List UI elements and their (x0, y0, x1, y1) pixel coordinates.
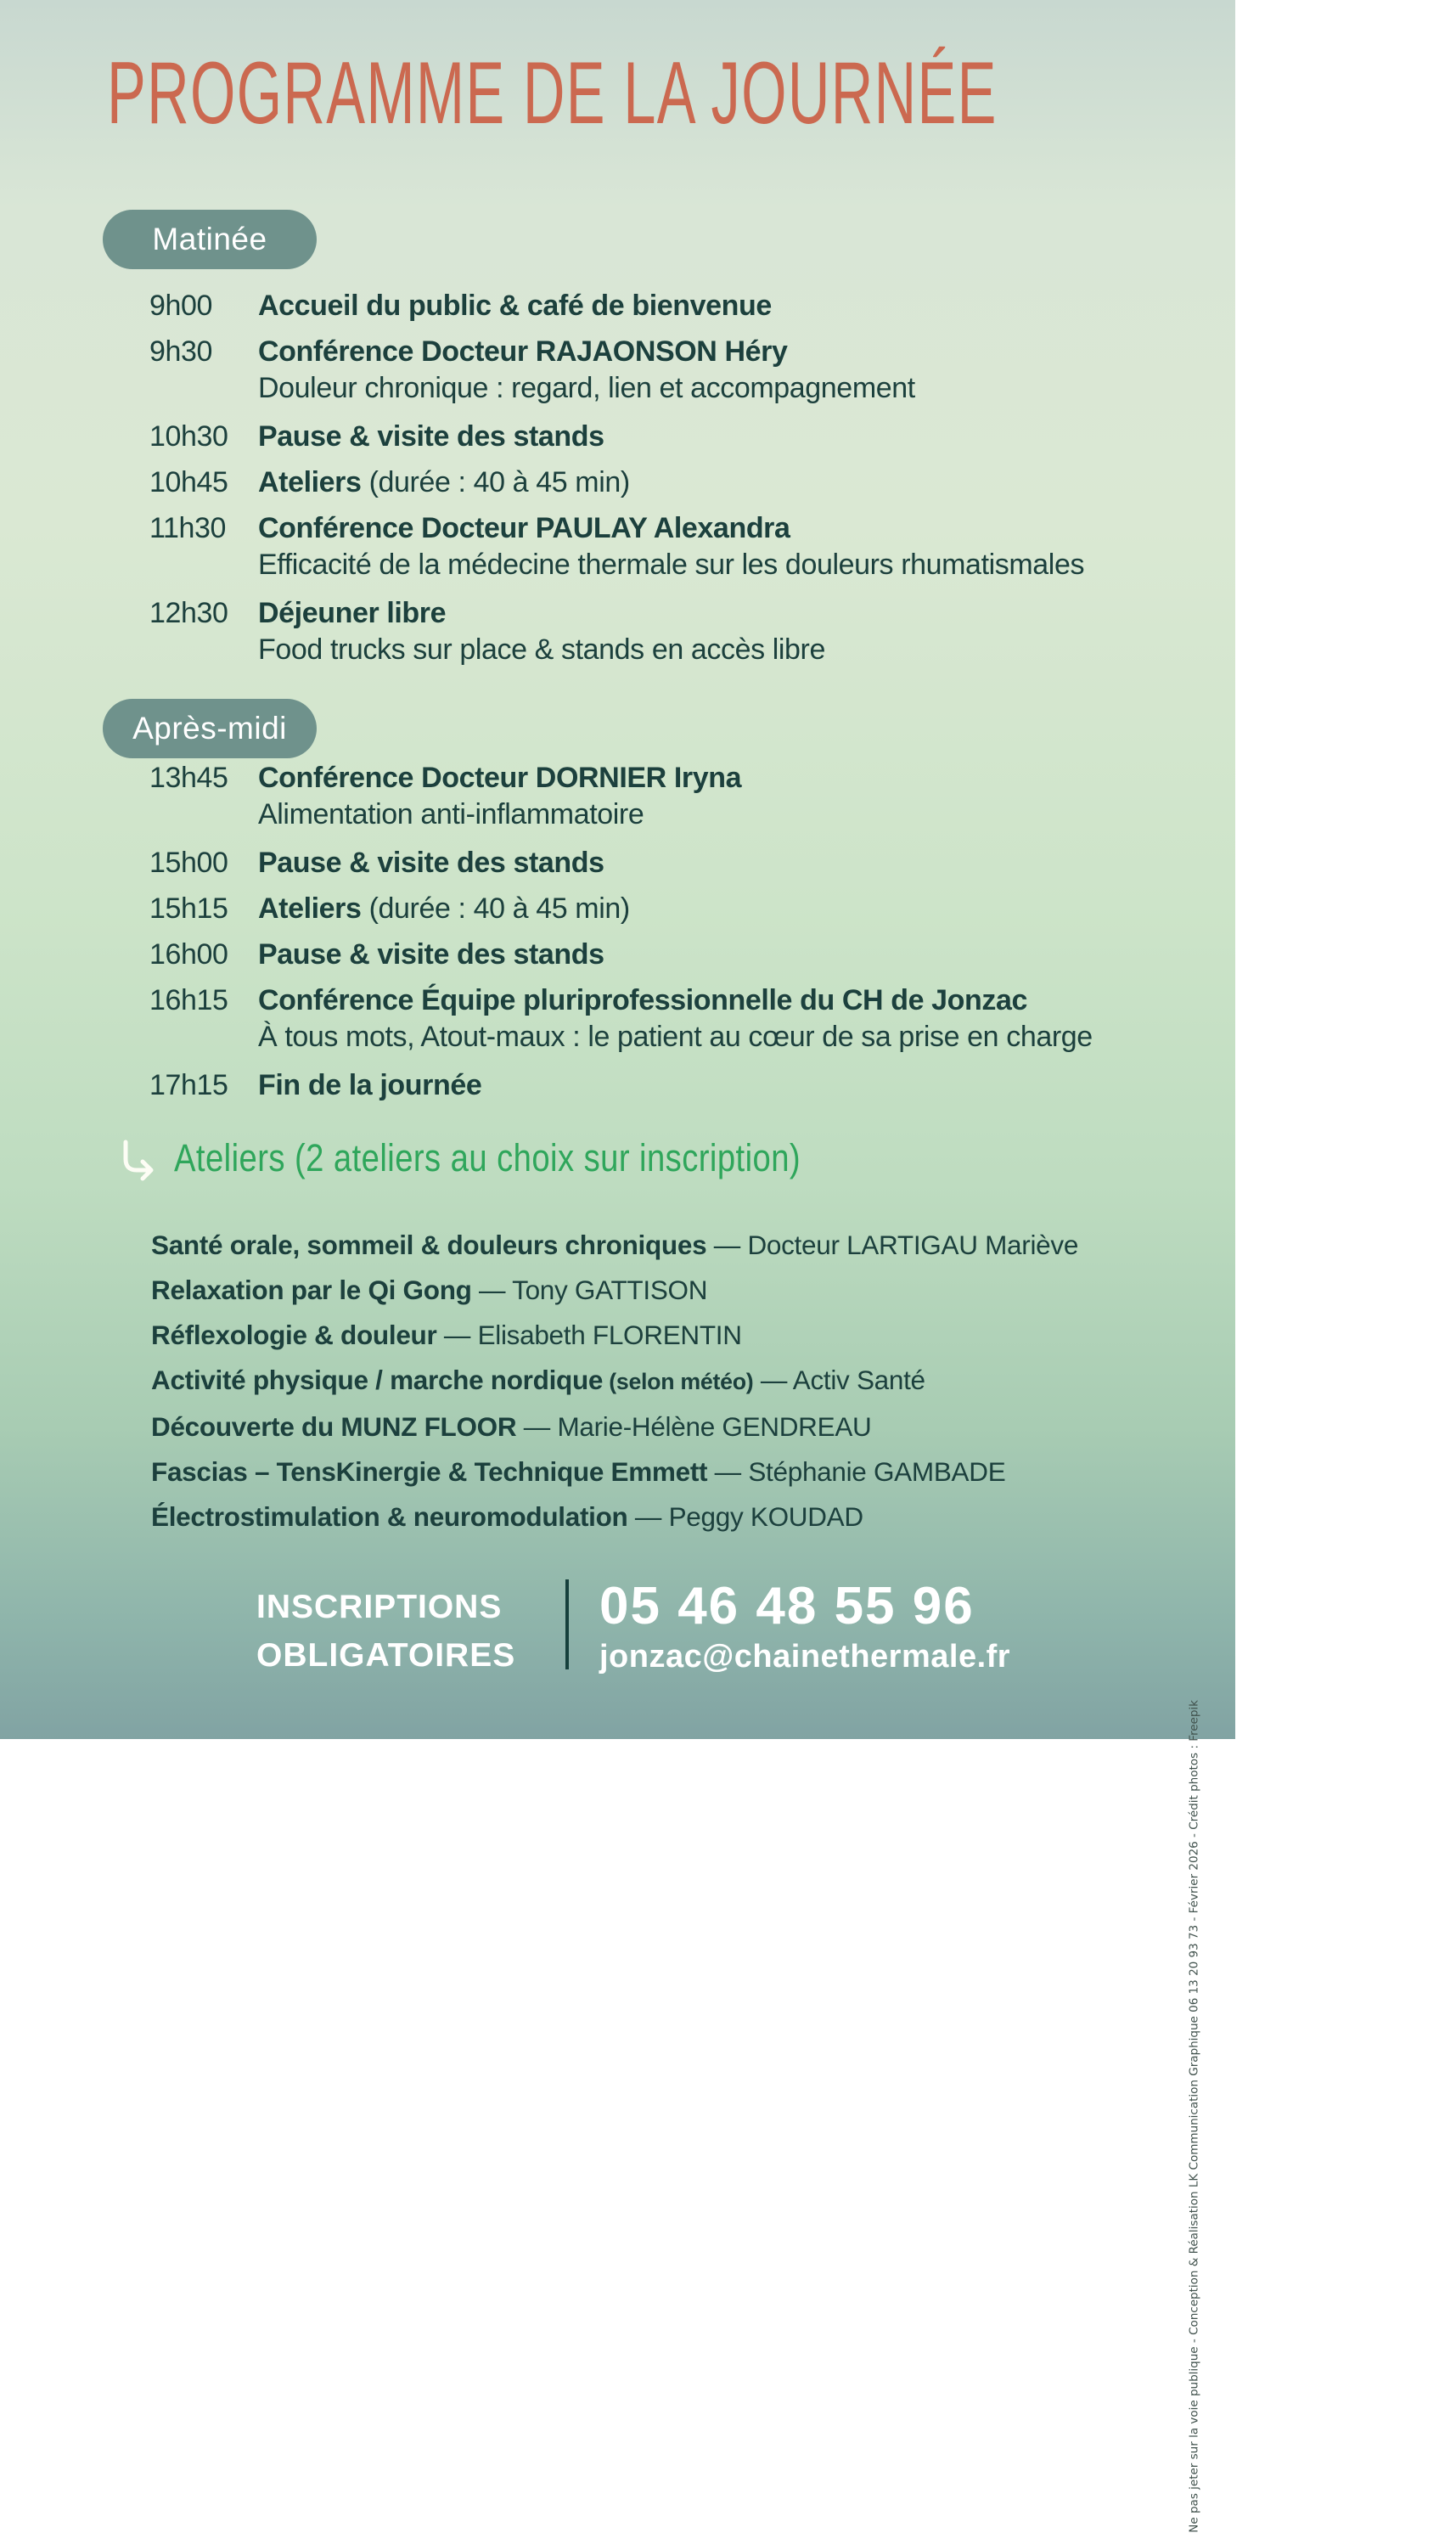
atelier-presenter: Stéphanie GAMBADE (748, 1456, 1006, 1487)
atelier-separator: — (436, 1320, 478, 1350)
atelier-separator: — (707, 1456, 749, 1487)
schedule-row (149, 937, 1202, 971)
atelier-item (151, 1268, 1204, 1313)
schedule-entry (258, 596, 1202, 669)
atelier-presenter: Docteur LARTIGAU Mariève (747, 1230, 1079, 1260)
schedule-title: Fin de la journée (258, 1069, 482, 1101)
schedule-afternoon (149, 761, 1202, 1114)
schedule-title: Conférence Docteur RAJAONSON Héry (258, 335, 788, 368)
atelier-item (151, 1358, 1204, 1404)
atelier-separator: — (627, 1501, 669, 1532)
schedule-subtitle: Food trucks sur place & stands en accès libre (258, 633, 825, 666)
schedule-time: 10h30 (149, 420, 228, 453)
schedule-row (149, 465, 1202, 499)
ateliers-list (151, 1223, 1204, 1540)
print-credits: Ne pas jeter sur la voie publique - Conception & Réalisation LK Communication Graphique 06 13 20 93 73 - Février 2026 - Crédit photos : Freepik (1188, 1700, 1201, 2533)
schedule-morning (149, 289, 1202, 681)
schedule-row (149, 335, 1202, 408)
schedule-time: 15h00 (149, 847, 228, 879)
schedule-entry (258, 892, 1202, 926)
atelier-item (151, 1404, 1204, 1449)
schedule-time: 12h30 (149, 597, 228, 629)
schedule-entry (258, 335, 1202, 408)
schedule-title: Ateliers (258, 892, 362, 925)
schedule-title: Pause & visite des stands (258, 420, 604, 453)
schedule-row (149, 983, 1202, 1056)
schedule-title: Conférence Docteur PAULAY Alexandra (258, 512, 790, 544)
schedule-title: Ateliers (258, 466, 362, 498)
schedule-entry (258, 289, 1202, 323)
atelier-item (151, 1449, 1204, 1494)
schedule-entry (258, 937, 1202, 971)
schedule-entry (258, 761, 1202, 834)
schedule-subtitle: Efficacité de la médecine thermale sur les douleurs rhumatismales (258, 549, 1085, 581)
atelier-separator: — (706, 1230, 748, 1260)
section-badge-matinee: Matinée (103, 210, 317, 269)
footer-divider (565, 1579, 569, 1669)
schedule-time: 11h30 (149, 512, 227, 544)
schedule-subtitle: Douleur chronique : regard, lien et accompagnement (258, 372, 915, 404)
ateliers-heading-text: Ateliers (2 ateliers au choix sur inscription) (174, 1136, 801, 1179)
schedule-title: Pause & visite des stands (258, 938, 604, 971)
contact-block (599, 1579, 1010, 1676)
schedule-title: Conférence Docteur DORNIER Iryna (258, 762, 742, 794)
atelier-name: Réflexologie & douleur (151, 1320, 437, 1350)
atelier-item (151, 1223, 1204, 1268)
registration-footer (256, 1579, 1010, 1680)
schedule-subtitle: Alimentation anti-inflammatoire (258, 798, 644, 830)
phone-number: 05 46 48 55 96 (599, 1577, 975, 1635)
registration-label-line1: INSCRIPTIONS (256, 1589, 503, 1625)
atelier-item (151, 1313, 1204, 1358)
schedule-title: Déjeuner libre (258, 597, 447, 629)
page-title (107, 44, 1456, 143)
atelier-item (151, 1494, 1204, 1540)
atelier-name: Relaxation par le Qi Gong (151, 1275, 472, 1305)
schedule-time: 17h15 (149, 1069, 228, 1101)
atelier-name: Santé orale, sommeil & douleurs chroniques (151, 1230, 707, 1260)
schedule-title-note: (durée : 40 à 45 min) (361, 892, 630, 925)
page-title-text: PROGRAMME DE LA JOURNÉE (107, 44, 998, 143)
schedule-title-note: (durée : 40 à 45 min) (361, 466, 630, 498)
schedule-time: 9h30 (149, 335, 213, 368)
curved-down-right-arrow-icon (118, 1140, 160, 1186)
schedule-entry (258, 1068, 1202, 1102)
schedule-time: 16h15 (149, 984, 228, 1016)
schedule-entry (258, 511, 1202, 584)
schedule-row (149, 289, 1202, 323)
schedule-row (149, 892, 1202, 926)
schedule-row (149, 1068, 1202, 1102)
schedule-time: 9h00 (149, 290, 213, 322)
email-address: jonzac@chainethermale.fr (599, 1639, 1011, 1675)
atelier-name: Électrostimulation & neuromodulation (151, 1501, 628, 1532)
schedule-time: 15h15 (149, 892, 228, 925)
schedule-time: 10h45 (149, 466, 228, 498)
schedule-title: Accueil du public & café de bienvenue (258, 290, 772, 322)
atelier-presenter: Activ Santé (792, 1365, 925, 1395)
schedule-row (149, 596, 1202, 669)
schedule-entry (258, 983, 1202, 1056)
atelier-separator: — (753, 1365, 793, 1395)
schedule-subtitle: À tous mots, Atout-maux : le patient au cœur de sa prise en charge (258, 1021, 1093, 1053)
schedule-entry (258, 419, 1202, 453)
schedule-time: 13h45 (149, 762, 228, 794)
schedule-title: Conférence Équipe pluriprofessionnelle du CH de Jonzac (258, 984, 1027, 1016)
schedule-row (149, 846, 1202, 880)
registration-label (256, 1583, 531, 1680)
registration-label-line2: OBLIGATOIRES (256, 1637, 516, 1674)
atelier-separator: — (471, 1275, 513, 1305)
ateliers-heading (118, 1133, 911, 1186)
schedule-entry (258, 846, 1202, 880)
atelier-name: Découverte du MUNZ FLOOR (151, 1411, 517, 1442)
atelier-presenter: Elisabeth FLORENTIN (477, 1320, 742, 1350)
schedule-row (149, 761, 1202, 834)
atelier-presenter: Tony GATTISON (512, 1275, 708, 1305)
schedule-time: 16h00 (149, 938, 228, 971)
atelier-presenter: Marie-Hélène GENDREAU (557, 1411, 872, 1442)
atelier-name: Fascias – TensKinergie & Technique Emmett (151, 1456, 708, 1487)
schedule-row (149, 419, 1202, 453)
atelier-name: Activité physique / marche nordique (151, 1365, 604, 1395)
section-badge-apres-midi: Après-midi (103, 699, 317, 758)
atelier-separator: — (516, 1411, 558, 1442)
schedule-entry (258, 465, 1202, 499)
atelier-presenter: Peggy KOUDAD (668, 1501, 863, 1532)
schedule-title: Pause & visite des stands (258, 847, 604, 879)
schedule-row (149, 511, 1202, 584)
atelier-note: (selon météo) (603, 1369, 754, 1394)
